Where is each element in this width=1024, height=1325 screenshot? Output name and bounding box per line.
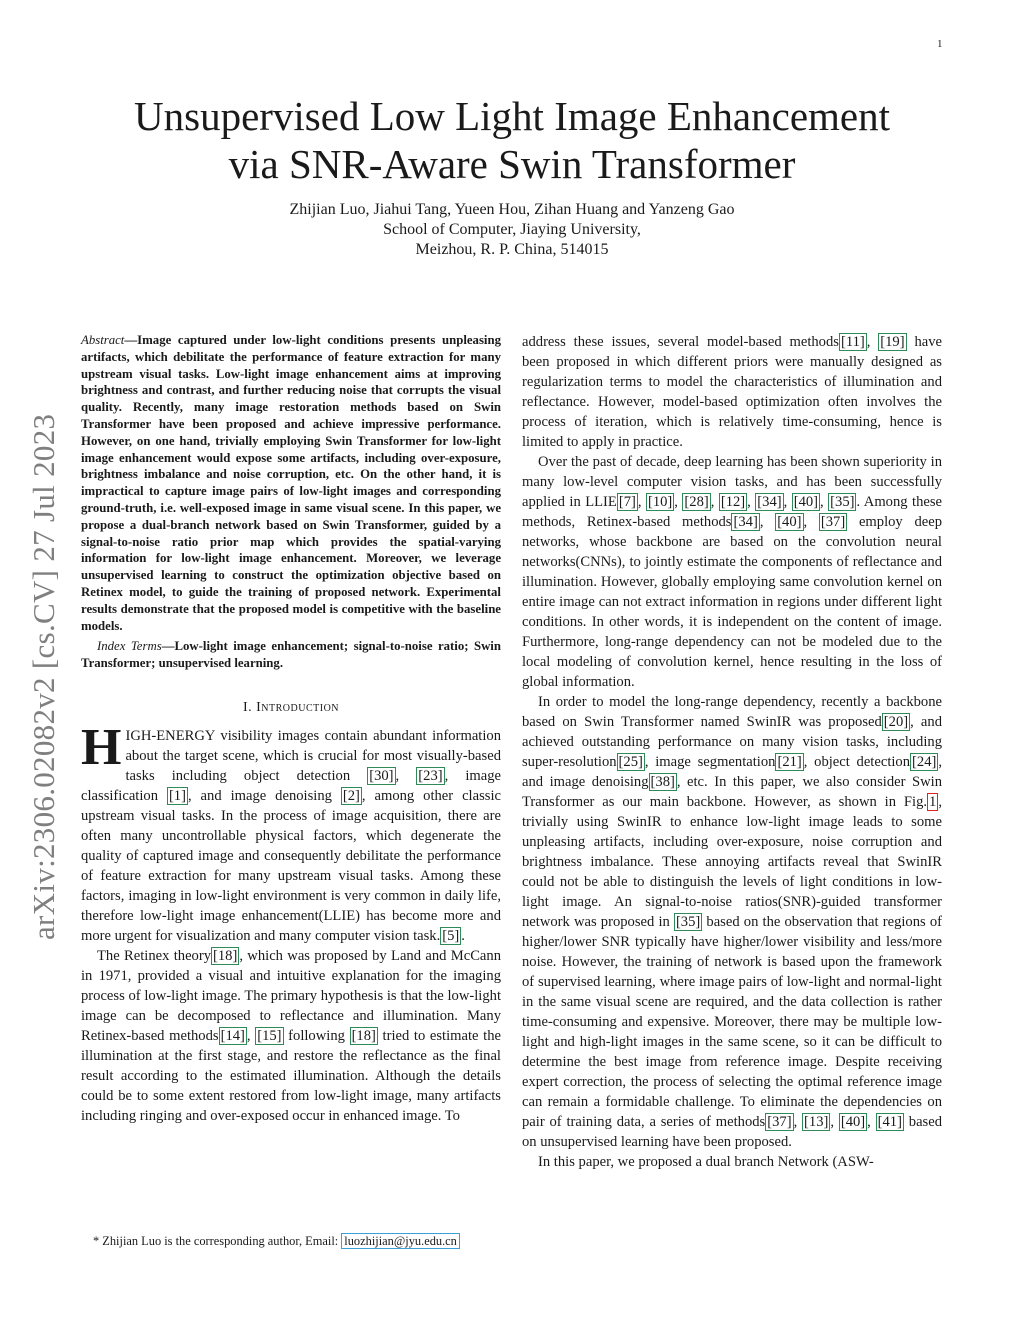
right-paragraph-4: In this paper, we proposed a dual branch Network (ASW-: [538, 1154, 874, 1170]
citation-link[interactable]: [35]: [675, 914, 701, 930]
citation-link[interactable]: [15]: [257, 1027, 282, 1044]
citation-link[interactable]: [28]: [684, 494, 709, 510]
right-paragraph-2: Over the past of decade, deep learning has been shown superiority in many low-level computer vision tasks, and has been successfully applied in LLIE [7] , [10] , [28] , [12] , [34] , [40] , [35] . Among these methods, Retinex-based methods [34] , [40] , [37] employ deep networks, whose backbone are based on the convolution neural networks(CNNs), to jointly estimate the components of reflectance and illumination. However, globally employing same convolution kernel on entire image can not extract information in regions under different light conditions. In other words, it is independent on the content of image. Furthermore, long-range dependency can not be modeled due to the local modeling of convolution kernel, hence resulting in the loss of global information.: [522, 454, 943, 690]
citation-link[interactable]: [7]: [618, 494, 636, 510]
index-terms: [81, 638, 501, 672]
right-paragraph-1: address these issues, several model-based methods [11] , [19] have been proposed in which different priors were manually designed as regularization terms to model the characteristics of illumination and reflectance. However, model-based optimization often involves the process of iteration, which is relatively time-consuming, hence is limited to apply in practice.: [522, 334, 942, 450]
affiliation-line-2: Meizhou, R. P. China, 514015: [415, 241, 609, 258]
citation-link[interactable]: [19]: [880, 334, 905, 350]
citation-link[interactable]: [21]: [777, 754, 802, 770]
citation-link[interactable]: [38]: [650, 774, 675, 790]
abstract-text: —Image captured under low-light conditions presents unpleasing artifacts, which debilitate the performance of feature extraction for many upstream visual tasks. Low-light image enhancement aims at improving brightness and contrast, and further reducing noise that corrupts the visual quality. Recently, many image restoration methods based on Swin Transformer have been proposed and achieve impressive performance. However, on one hand, trivially employing Swin Transformer for low-light image enhancement would expose some artifacts, including over-exposure, brightness imbalance and noise corruption, etc. On the other hand, it is impractical to capture image pairs of low-light images and corresponding ground-truth, i.e. well-exposed image in same visual scene. In this paper, we propose a dual-branch network based on Swin Transformer, guided by a signal-to-noise ratio prior map which provides the spatial-varying information for low-light image enhancement. Moreover, we leverage unsupervised learning to construct the optimization objective based on Retinex model, to guide the training of proposed network. Experimental results demonstrate that the proposed model is competitive with the baseline models.: [81, 333, 501, 633]
left-column: [81, 332, 501, 1126]
citation-link[interactable]: [35]: [830, 494, 855, 510]
affiliation-line-1: School of Computer, Jiaying University,: [383, 221, 641, 238]
citation-link[interactable]: [37]: [820, 514, 846, 530]
intro-paragraph-1: HIGH-ENERGY visibility images contain abundant information about the target scene, which is crucial for most visually-based tasks including object detection [30] , [23] , image classification [1] , and image denoising [2] , among other classic upstream visual tasks. In the process of image acquisition, there are often many uncontrollable physical factors, which degenerate the quality of captured image and consequently debilitate the performance of feature extraction for many upstream visual tasks. Among these factors, imaging in low-light environment is very common in daily life, therefore low-light image enhancement(LLIE) has become more and more urgent for visualization and many computer vision task. [5] .: [81, 718, 501, 944]
email-link[interactable]: luozhijian@jyu.edu.cn: [341, 1233, 460, 1249]
figure-link[interactable]: 1: [929, 794, 937, 810]
citation-link[interactable]: [37]: [767, 1114, 792, 1130]
citation-link[interactable]: [24]: [912, 754, 937, 770]
abstract: [81, 332, 501, 634]
citation-link[interactable]: [18]: [351, 1027, 376, 1044]
citation-link[interactable]: [40]: [840, 1114, 866, 1130]
citation-link[interactable]: [13]: [804, 1114, 829, 1130]
footnote: * Zhijian Luo is the corresponding author, Email: luozhijian@jyu.edu.cn: [81, 1233, 501, 1249]
section-heading-introduction: I. Introduction: [242, 699, 340, 715]
title-line-1: Unsupervised Low Light Image Enhancement: [134, 93, 890, 139]
citation-link[interactable]: [2]: [342, 787, 360, 804]
page-number: 1: [937, 38, 943, 50]
citation-link[interactable]: [20]: [883, 714, 909, 730]
index-terms-text: —Low-light image enhancement; signal-to-noise ratio; Swin Transformer; unsupervised learning.: [81, 639, 501, 671]
citation-link[interactable]: [40]: [793, 494, 819, 510]
intro-paragraph-2: The Retinex theory [18] , which was proposed by Land and McCann in 1971, provided a visual and intuitive explanation for the imaging process of low-light image. The primary hypothesis is that the low-light image can be decomposed to reflectance and illumination. Many Retinex-based methods [14] , [15] following [18] tried to estimate the illumination at the first stage, and restore the reflectance as the final result according to the estimated illumination. Although the details could be to some extent restored from low-light image, many artifacts including ringing and over-exposed occur in enhanced image. To: [81, 947, 501, 1124]
citation-link[interactable]: [34]: [757, 494, 782, 510]
paper-title: [0, 92, 1024, 188]
citation-link[interactable]: [10]: [647, 494, 673, 510]
citation-link[interactable]: [11]: [840, 334, 865, 350]
citation-link[interactable]: [25]: [618, 754, 643, 770]
abstract-label: Abstract: [81, 333, 125, 347]
citation-link[interactable]: [18]: [213, 947, 238, 964]
authors: Zhijian Luo, Jiahui Tang, Yueen Hou, Zihan Huang and Yanzeng Gao: [289, 201, 735, 218]
citation-link[interactable]: [1]: [168, 787, 186, 804]
right-paragraph-3: In order to model the long-range dependency, recently a backbone based on Swin Transformer named SwinIR was proposed [20] , and achieved outstanding performance on many vision tasks, including super-resolution [25] , image segmentation [21] , object detection [24] , and image denoising [38] , etc. In this paper, we also consider Swin Transformer as our main backbone. However, as shown in Fig. 1 , trivially using SwinIR to enhance low-light image leads to some unpleasing artifacts, including over-exposure, noise corruption and brightness imbalance. These annoying artifacts reveal that SwinIR could not be able to distinguish the levels of light conditions in low-light image. An signal-to-noise ratios(SNR)-guided transformer network was proposed in [35] based on the observation that regions of higher/lower SNR typically have higher/lower visibility and less/more noise. However, the training of network is based upon the framework of supervised learning, where image pairs of low-light and normal-light in the same visual scene are required, and the data collection is rather time-consuming and expensive. Moreover, there may be multiple low-light and high-light images in the same scene, so it can be difficult to determine the best image from reference image. Despite receiving expert correction, the process of selecting the optimal reference image can remain a formidable challenge. To eliminate the dependencies on pair of training data, a series of methods [37] , [13] , [40] , [41] based on unsupervised learning have been proposed.: [522, 694, 943, 1150]
citation-link[interactable]: [30]: [369, 767, 394, 784]
drop-cap: H: [81, 718, 122, 776]
arxiv-identifier-watermark: arXiv:2306.02082v2 [cs.CV] 27 Jul 2023: [26, 413, 61, 940]
title-line-2: via SNR-Aware Swin Transformer: [228, 141, 796, 187]
index-terms-label: Index Terms: [97, 639, 162, 654]
right-column: [522, 332, 942, 1172]
citation-link[interactable]: [40]: [777, 514, 802, 530]
citation-link[interactable]: [14]: [220, 1027, 245, 1044]
citation-link[interactable]: [12]: [720, 494, 746, 510]
citation-link[interactable]: [41]: [877, 1114, 902, 1130]
citation-link[interactable]: [23]: [418, 767, 443, 784]
citation-link[interactable]: [34]: [733, 514, 758, 530]
citation-link[interactable]: [5]: [442, 927, 460, 944]
author-block: [0, 200, 1024, 260]
